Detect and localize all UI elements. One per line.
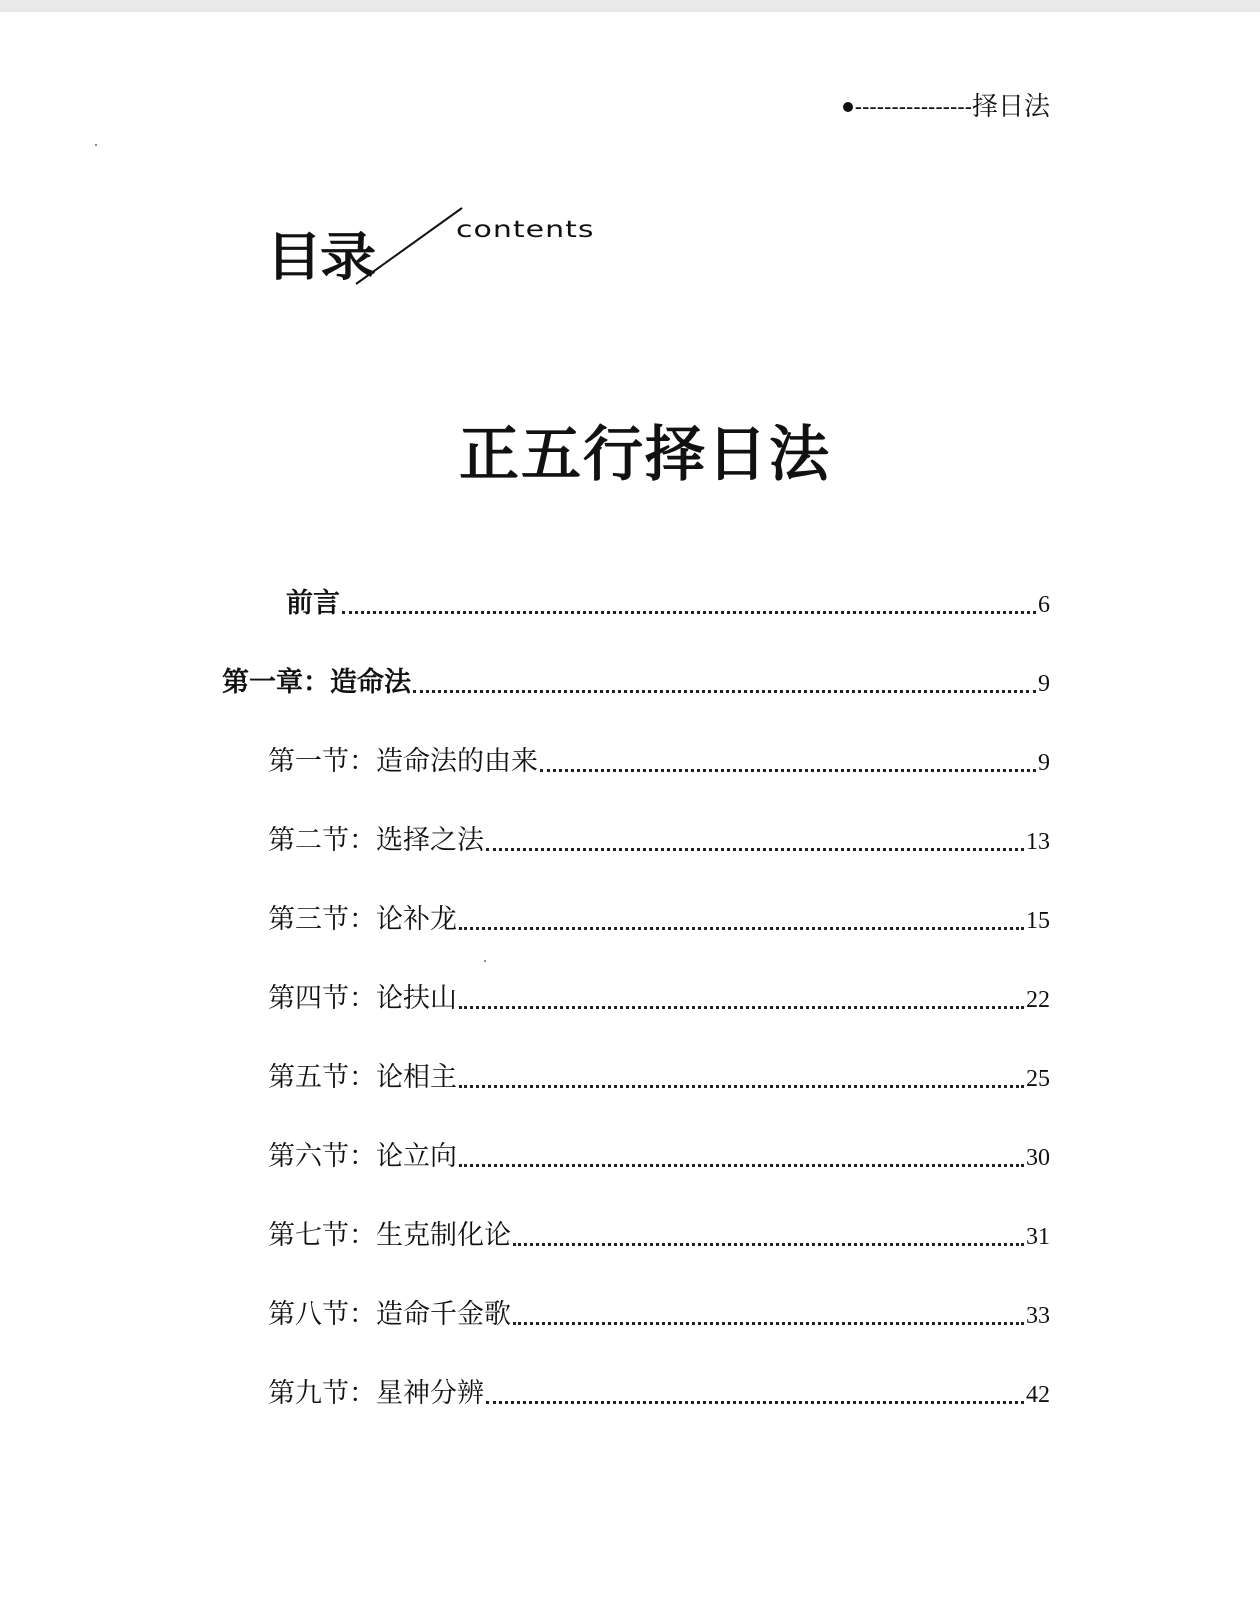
toc-dot-leader [413, 690, 1036, 693]
toc-page-number: 6 [1038, 592, 1050, 618]
toc-page-number: 9 [1038, 671, 1050, 697]
toc-front-matter [286, 584, 1050, 624]
toc-label: 第一节：造命法的由来 [268, 746, 538, 777]
toc-page-number: 33 [1026, 1303, 1050, 1329]
toc-section [268, 1295, 1050, 1335]
toc-chapter [222, 663, 1050, 703]
toc-section [268, 1374, 1050, 1414]
toc-page-number: 22 [1026, 987, 1050, 1013]
scan-speck [95, 144, 97, 146]
toc-section [268, 742, 1050, 782]
toc-section [268, 821, 1050, 861]
toc-dot-leader [459, 1085, 1024, 1088]
toc-page-number: 15 [1026, 908, 1050, 934]
toc-label: 第四节：论扶山 [268, 983, 457, 1014]
toc-dot-leader [486, 1401, 1024, 1404]
toc-section [268, 900, 1050, 940]
toc-label: 第八节：造命千金歌 [268, 1299, 511, 1330]
toc-label: 第三节：论补龙 [268, 904, 457, 935]
toc-page-number: 9 [1038, 750, 1050, 776]
contents-logo [266, 206, 666, 296]
toc-page-number: 25 [1026, 1066, 1050, 1092]
toc-label: 第二节：选择之法 [268, 825, 484, 856]
toc-dot-leader [513, 1243, 1024, 1246]
header-title: 择日法 [971, 92, 1050, 122]
toc-dot-leader [459, 1006, 1024, 1009]
toc-dot-leader [459, 927, 1024, 930]
toc-dot-leader [513, 1322, 1024, 1325]
toc-label: 第七节：生克制化论 [268, 1220, 511, 1251]
toc-page-number: 30 [1026, 1145, 1050, 1171]
toc-label: 第九节：星神分辨 [268, 1378, 484, 1409]
logo-mulu: 目录 [266, 228, 375, 288]
header-dashes: ---------------- [854, 94, 972, 119]
toc-label: 第一章：造命法 [222, 667, 411, 698]
toc-section [268, 1058, 1050, 1098]
toc-label: 前言 [286, 588, 340, 619]
toc-dot-leader [486, 848, 1024, 851]
toc-dot-leader [342, 611, 1036, 614]
bullet-icon [843, 102, 853, 112]
logo-contents: contents [456, 216, 595, 244]
toc-dot-leader [459, 1164, 1024, 1167]
book-title [0, 420, 1260, 490]
toc-label: 第六节：论立向 [268, 1141, 457, 1172]
toc-section [268, 1216, 1050, 1256]
running-header [843, 92, 1050, 122]
toc-section [268, 1137, 1050, 1177]
scan-top-edge [0, 0, 1260, 12]
scan-speck [484, 960, 486, 962]
toc-label: 第五节：论相主 [268, 1062, 457, 1093]
toc-page-number: 13 [1026, 829, 1050, 855]
toc-dot-leader [540, 769, 1036, 772]
toc-page-number: 31 [1026, 1224, 1050, 1250]
book-title-text: 正五行择日法 [459, 420, 831, 490]
toc-page-number: 42 [1026, 1382, 1050, 1408]
toc-section [268, 979, 1050, 1019]
